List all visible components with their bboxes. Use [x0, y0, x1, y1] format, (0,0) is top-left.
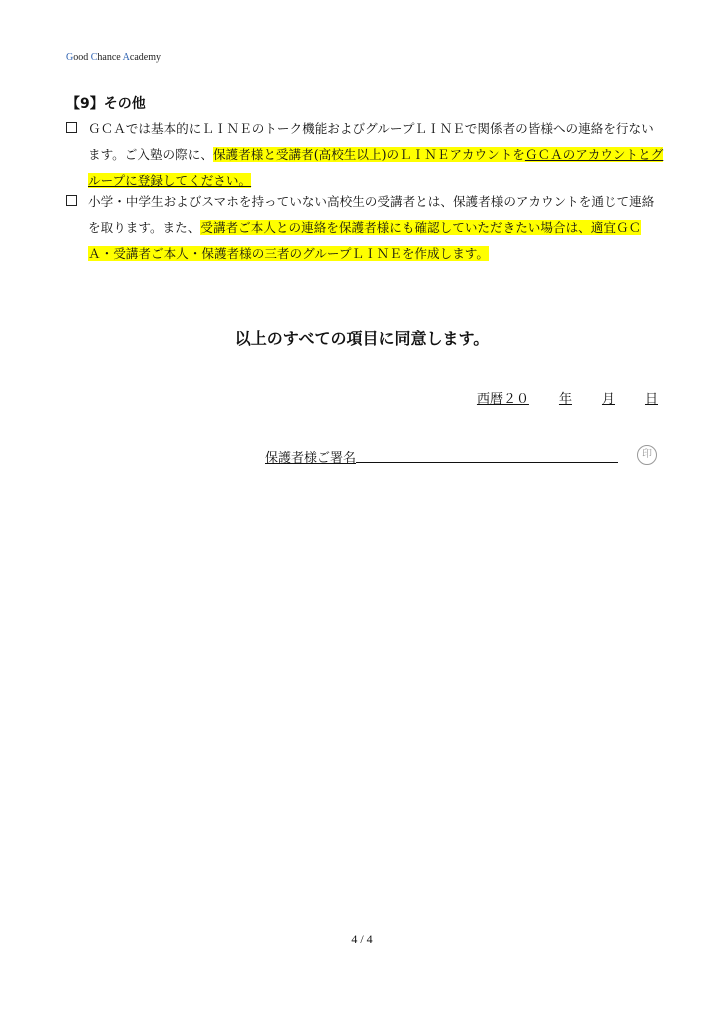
list-item: [66, 116, 666, 194]
brand-text-ood: ood: [73, 52, 91, 63]
checkbox-icon: [66, 195, 77, 206]
brand-initial-g: G: [66, 52, 74, 63]
date-field: [477, 388, 658, 407]
checkbox-icon: [66, 122, 77, 133]
item-text-highlight: 受講者ご本人との連絡を保護者様にも確認していただきたい場合は、適宜ＧＣＡ・受講者ご本人・保護者様の三者のグループＬＩＮＥを作成します。: [88, 220, 642, 261]
document-header: [66, 52, 161, 63]
item-text-highlight-underline: ＧＣＡのアカウントとグループに登録してください。: [88, 147, 664, 188]
brand-initial-a: A: [122, 52, 130, 63]
list-item-text: [88, 116, 666, 194]
signature-label: 保護者様ご署名: [265, 451, 357, 466]
brand-initial-c: C: [90, 52, 98, 63]
date-era-label: 西暦２０: [476, 392, 529, 407]
list-item-text: [88, 189, 666, 267]
date-month-label: 月: [601, 392, 615, 407]
signature-line: [356, 461, 618, 463]
brand-text-hance: hance: [97, 52, 123, 63]
date-year-label: 年: [558, 392, 572, 407]
date-day-label: 日: [644, 392, 658, 407]
signature-field: [265, 447, 618, 466]
item-text-plain: 小学・中学生およびスマホを持っていない高校生の受講者とは、保護者様のアカウントを通じて連絡を取ります。また、: [88, 194, 655, 235]
brand-text-cademy: cademy: [129, 52, 161, 63]
list-item: [66, 189, 666, 267]
item-text-plain: ＧＣＡでは基本的にＬＩＮＥのトーク機能およびグループＬＩＮＥで関係者の皆様への連絡を行ないます。ご入塾の際に、: [88, 121, 654, 162]
page-number: 4 / 4: [351, 932, 373, 946]
agreement-statement: 以上のすべての項目に同意します。: [234, 329, 490, 348]
item-text-highlight: 保護者様と受講者(高校生以上)のＬＩＮＥアカウントを: [212, 147, 525, 162]
seal-icon: 印: [637, 445, 657, 465]
section-title: 【9】その他: [66, 96, 146, 112]
